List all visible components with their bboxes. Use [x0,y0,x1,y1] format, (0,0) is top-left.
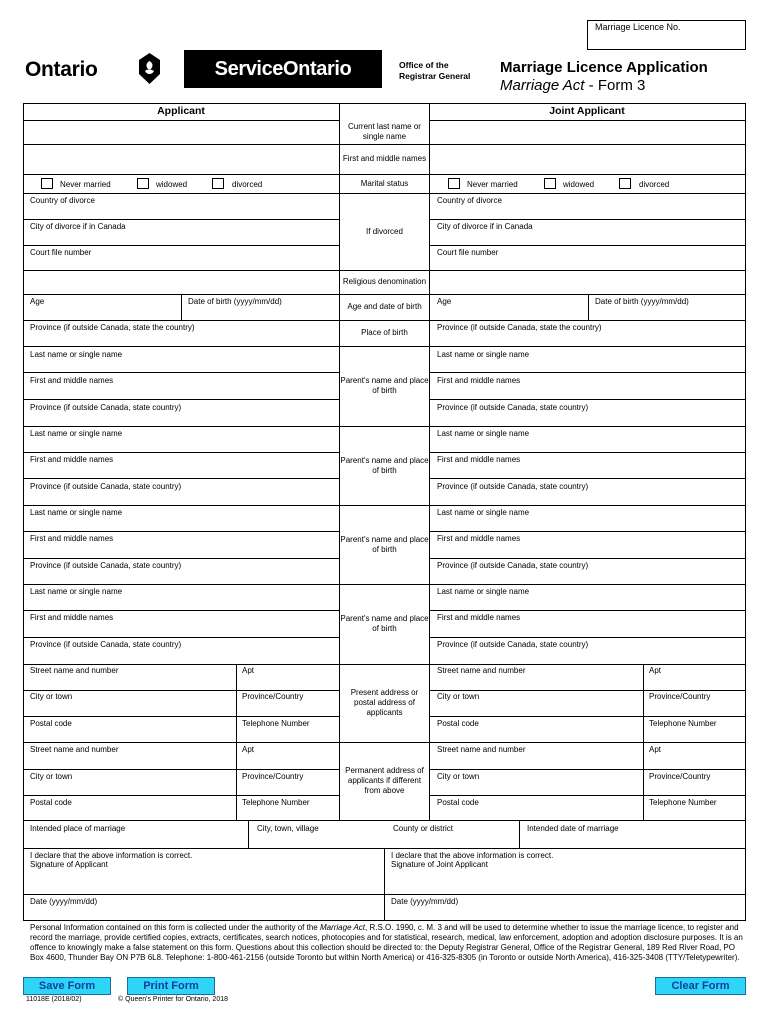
date-joint-label: Date (yyyy/mm/dd) [391,897,459,906]
mid-parent-1: Parent's name and place of birth [340,376,429,395]
joint-present-postal-label: Postal code [437,719,479,728]
joint-present-city-label: City or town [437,692,480,701]
applicant-divorced-label: divorced [232,180,263,189]
joint-widowed-label: widowed [563,180,595,189]
joint-never-married-checkbox[interactable] [448,178,460,189]
form-subtitle: Marriage Act - Form 3 [500,77,646,94]
mid-present-address: Present address or postal address of applicants [350,688,419,717]
signature-applicant-label: Signature of Applicant [30,860,108,869]
applicant-age-label: Age [30,297,45,306]
applicant-court-file-number-label: Court file number [30,248,92,257]
office-registrar: Office of the Registrar General [399,60,471,81]
mid-parent-3: Parent's name and place of birth [340,534,429,554]
mid-place-of-birth: Place of birth [361,328,408,337]
applicant-present-province-label: Province/Country [242,692,304,701]
ontario-wordmark: Ontario [25,58,98,81]
applicant-parent3-first-names-label: First and middle names [30,534,114,543]
joint-permanent-province-label: Province/Country [649,772,711,781]
service-ontario-logo: ServiceOntario [184,50,382,88]
mid-parent-2: Parent's name and place of birth [340,455,429,475]
joint-parent1-last-name-label: Last name or single name [437,350,530,359]
date-applicant-label: Date (yyyy/mm/dd) [30,897,98,906]
applicant-parent1-last-name-label: Last name or single name [30,350,123,359]
applicant-country-of-divorce-label: Country of divorce [30,196,95,205]
applicant-permanent-city-label: City or town [30,772,73,781]
applicant-province-birth-label: Province (if outside Canada, state the country) [30,323,195,332]
joint-parent2-first-names-label: First and middle names [437,455,521,464]
applicant-permanent-telephone-label: Telephone Number [242,798,310,807]
mid-marital-status: Marital status [360,179,409,188]
mid-religious: Religious denomination [342,277,427,286]
applicant-never-married-checkbox[interactable] [41,178,53,189]
mid-age-dob: Age and date of birth [347,302,422,311]
joint-widowed-checkbox[interactable] [544,178,556,189]
mid-permanent-address: Permanent address of applicants if different from above [345,766,424,795]
print-form-button[interactable]: Print Form [127,977,215,995]
applicant-present-apt-label: Apt [242,666,255,675]
joint-divorced-checkbox[interactable] [619,178,631,189]
applicant-never-married-label: Never married [60,180,111,189]
declare-joint: I declare that the above information is correct. [391,851,554,860]
joint-city-of-divorce-label: City of divorce if in Canada [437,222,533,231]
joint-divorced-label: divorced [639,180,670,189]
applicant-header: Applicant [157,105,205,117]
signature-joint-label: Signature of Joint Applicant [391,860,488,869]
applicant-permanent-province-label: Province/Country [242,772,304,781]
applicant-parent2-last-name-label: Last name or single name [30,429,123,438]
applicant-present-postal-label: Postal code [30,719,72,728]
applicant-permanent-postal-label: Postal code [30,798,72,807]
joint-permanent-city-label: City or town [437,772,480,781]
applicant-present-city-label: City or town [30,692,73,701]
joint-never-married-label: Never married [467,180,518,189]
applicant-widowed-checkbox[interactable] [137,178,149,189]
joint-parent1-first-names-label: First and middle names [437,376,521,385]
joint-parent1-province-label: Province (if outside Canada, state country) [437,403,589,412]
applicant-parent3-last-name-label: Last name or single name [30,508,123,517]
applicant-present-street-label: Street name and number [30,666,119,675]
joint-present-street-label: Street name and number [437,666,526,675]
applicant-parent4-first-names-label: First and middle names [30,613,114,622]
applicant-parent2-first-names-label: First and middle names [30,455,114,464]
declare-applicant: I declare that the above information is correct. [30,851,193,860]
joint-country-of-divorce-label: Country of divorce [437,196,502,205]
applicant-permanent-apt-label: Apt [242,745,255,754]
joint-permanent-telephone-label: Telephone Number [649,798,717,807]
applicant-parent4-last-name-label: Last name or single name [30,587,123,596]
joint-parent4-province-label: Province (if outside Canada, state country) [437,640,589,649]
licence-number-label: Marriage Licence No. [595,22,681,32]
applicant-present-telephone-label: Telephone Number [242,719,310,728]
joint-parent2-last-name-label: Last name or single name [437,429,530,438]
clear-form-button[interactable]: Clear Form [655,977,746,995]
applicant-divorced-checkbox[interactable] [212,178,224,189]
mid-parent-4: Parent's name and place of birth [340,614,429,633]
joint-parent3-last-name-label: Last name or single name [437,508,530,517]
joint-permanent-street-label: Street name and number [437,745,526,754]
city-town-village-label: City, town, village [257,824,319,833]
applicant-city-of-divorce-label: City of divorce if in Canada [30,222,126,231]
joint-present-telephone-label: Telephone Number [649,719,717,728]
joint-court-file-number-label: Court file number [437,248,499,257]
applicant-parent3-province-label: Province (if outside Canada, state country) [30,561,182,570]
applicant-widowed-label: widowed [156,180,188,189]
privacy-notice: Personal Information contained on this form is collected under the authority of the Marriage Act, R.S.O. 1990, c. M. 3 and will be used to determine whether to issue the marriage licence, to register and record the marriage, provide certified copies, extracts, certificates, search notices, photocopies and for statistical, research, medical, law enforcement, adoption and adoption disclosure purposes. It is an offence to knowingly make a false statement on this form. Questions about this collection should be directed to: the Deputy Registrar General, Office of the Registrar General, 189 Red River Road, PO Box 4600, Thunder Bay ON P7B 6L8. Telephone: 1-800-461-2156 (outside Toronto but within North America) or 416-325-8305 (in Toronto or outside North America), 416-325-3408 (TTY/Teletypewriter). [30,923,743,962]
form-title: Marriage Licence Application [500,59,708,76]
joint-applicant-header: Joint Applicant [549,105,625,117]
joint-province-birth-label: Province (if outside Canada, state the country) [437,323,602,332]
applicant-parent1-province-label: Province (if outside Canada, state country) [30,403,182,412]
joint-parent3-province-label: Province (if outside Canada, state country) [437,561,589,570]
joint-dob-label: Date of birth (yyyy/mm/dd) [595,297,689,306]
joint-present-apt-label: Apt [649,666,662,675]
mid-current-last-name: Current last name or single name [348,122,421,141]
form-number: 11018E (2018/02) [26,996,82,1003]
intended-place-label: Intended place of marriage [30,824,126,833]
applicant-parent2-province-label: Province (if outside Canada, state country) [30,482,182,491]
joint-parent4-last-name-label: Last name or single name [437,587,530,596]
applicant-parent1-first-names-label: First and middle names [30,376,114,385]
copyright: © Queen's Printer for Ontario, 2018 [118,996,228,1003]
mid-first-middle: First and middle names [342,154,427,163]
applicant-permanent-street-label: Street name and number [30,745,119,754]
joint-parent3-first-names-label: First and middle names [437,534,521,543]
joint-age-label: Age [437,297,452,306]
licence-number-box[interactable] [587,20,746,50]
mid-if-divorced: If divorced [366,226,403,236]
intended-date-label: Intended date of marriage [527,824,619,833]
county-district-label: County or district [393,824,454,833]
applicant-dob-label: Date of birth (yyyy/mm/dd) [188,297,282,306]
joint-parent4-first-names-label: First and middle names [437,613,521,622]
joint-permanent-postal-label: Postal code [437,798,479,807]
joint-permanent-apt-label: Apt [649,745,662,754]
joint-present-province-label: Province/Country [649,692,711,701]
ontario-trillium-logo [137,52,162,85]
applicant-parent4-province-label: Province (if outside Canada, state country) [30,640,182,649]
save-form-button[interactable]: Save Form [23,977,111,995]
joint-parent2-province-label: Province (if outside Canada, state country) [437,482,589,491]
